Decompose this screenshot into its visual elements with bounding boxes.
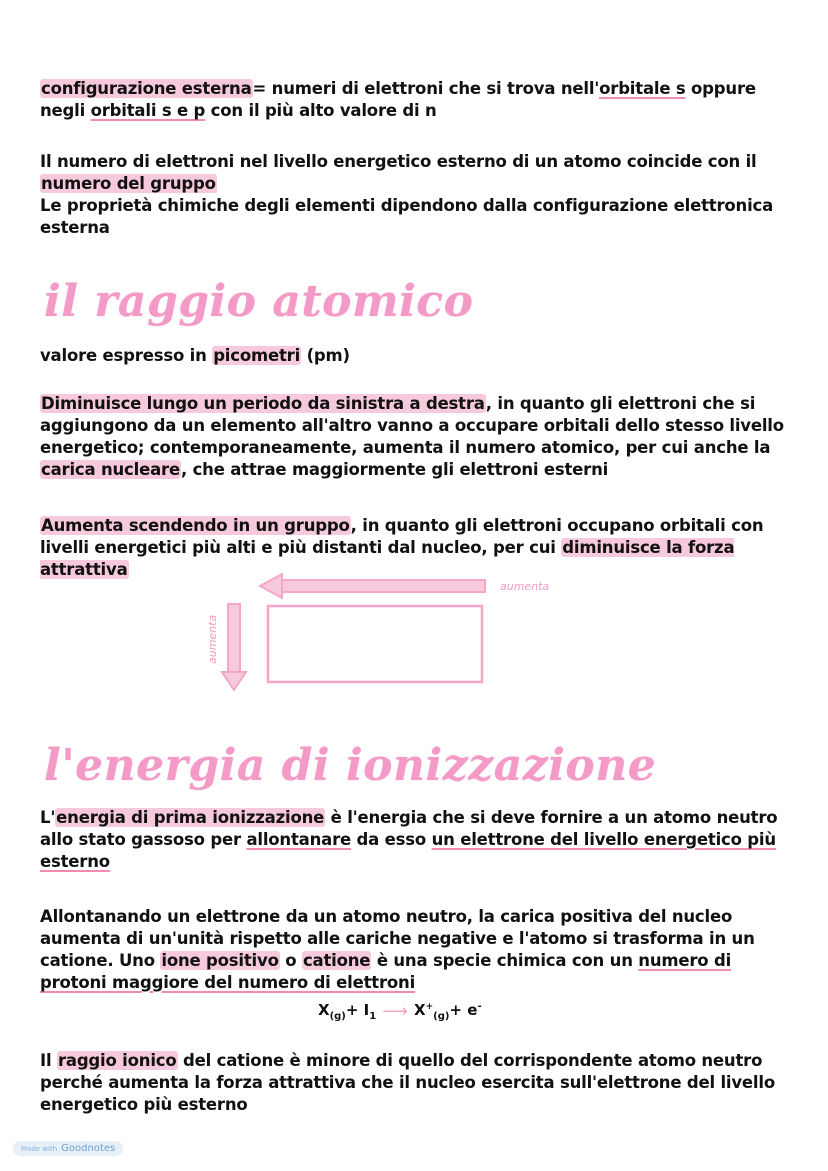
text: del catione è minore di quello del corrispondente atomo neutro perché aumenta la forza attrattiva che il nucleo esercita sull'elettrone del livello energetico più esterno: [40, 1051, 775, 1114]
state-g-2: (g): [433, 1011, 450, 1022]
text: con il più alto valore di n: [205, 101, 437, 120]
formula-left: [318, 1001, 376, 1022]
badge-made-with: Made with: [21, 1145, 58, 1153]
heading-raggio-atomico: il raggio atomico: [44, 276, 474, 327]
text: Il: [40, 1051, 57, 1070]
text: oppure negli: [40, 79, 756, 120]
symbol-x: X: [318, 1001, 330, 1019]
formula-right: [414, 1001, 482, 1022]
heading-energia-ionizzazione: l'energia di ionizzazione: [44, 740, 657, 791]
highlight-picometri: picometri: [213, 346, 301, 365]
highlight-diminuisce-forza: diminuisce la forza attrattiva: [40, 538, 735, 579]
paragraph-picometri: [40, 345, 790, 367]
highlight-carica-nucleare: carica nucleare: [41, 460, 180, 479]
plus-i: + I: [345, 1001, 370, 1019]
paragraph-numero-elettroni: [40, 151, 790, 239]
text: Le proprietà chimiche degli elementi dipendono dalla configurazione elettronica esterna: [40, 196, 774, 237]
charge-plus: +: [425, 1002, 434, 1012]
arrow-down-icon: [222, 604, 246, 690]
arrow-right-icon: ⟶: [382, 1001, 409, 1022]
charge-minus: -: [477, 1001, 482, 1012]
arrow-left-icon: [260, 574, 485, 598]
paragraph-configurazione-esterna: [40, 78, 790, 122]
state-g: (g): [329, 1011, 346, 1022]
text: , in quanto gli elettroni occupano orbitali con livelli energetici più alti e più distanti dal nucleo, per cui: [40, 516, 764, 557]
paragraph-allontanando: [40, 906, 790, 994]
text: è una specie chimica con un: [371, 951, 639, 970]
text: L': [40, 808, 56, 827]
text: è l'energia che si deve fornire a un atomo neutro allo stato gassoso per: [40, 808, 778, 849]
label-aumenta-horizontal: aumenta: [500, 580, 550, 593]
badge-brand: Goodnotes: [61, 1143, 116, 1154]
highlight-aumenta-gruppo: Aumenta scendendo in un gruppo: [41, 516, 350, 535]
text: , che attrae maggiormente gli elettroni esterni: [180, 460, 609, 479]
highlight-configurazione-esterna: configurazione esterna: [41, 79, 252, 98]
table-box: [268, 606, 482, 682]
ionization-formula: [318, 1001, 482, 1022]
subscript-1: 1: [369, 1011, 377, 1022]
paragraph-diminuisce-periodo: [40, 393, 790, 481]
underline-allontanare: allontanare: [246, 830, 352, 849]
symbol-x-cation: X: [414, 1001, 426, 1019]
text: , in quanto gli elettroni che si aggiungono da un elemento all'altro vanno a occupare orbitali dello stesso livello energetico; contemporaneamente, aumenta il numero atomico, per cui anche la: [40, 394, 784, 457]
highlight-raggio-ionico: raggio ionico: [57, 1051, 177, 1070]
highlight-energia-prima: energia di prima ionizzazione: [56, 808, 325, 827]
paragraph-raggio-ionico: [40, 1050, 790, 1116]
highlight-catione: catione: [302, 951, 371, 970]
underline-numero-protoni: numero di protoni maggiore del numero di elettroni: [40, 951, 732, 992]
highlight-numero-del-gruppo: numero del gruppo: [41, 174, 216, 193]
text: da esso: [351, 830, 432, 849]
text: o: [279, 951, 302, 970]
text: (pm): [301, 346, 350, 365]
text: Il numero di elettroni nel livello energetico esterno di un atomo coincide con il: [40, 152, 757, 171]
highlight-ione-positivo: ione positivo: [161, 951, 279, 970]
text: = numeri di elettroni che si trova nell': [252, 79, 600, 98]
goodnotes-badge: [13, 1141, 123, 1156]
highlight-diminuisce: Diminuisce lungo un periodo da sinistra a destra: [41, 394, 485, 413]
label-aumenta-vertical: aumenta: [206, 614, 219, 664]
underline-orbitale-s: orbitale s: [599, 79, 686, 98]
text: valore espresso in: [40, 346, 213, 365]
underline-elettrone-esterno: un elettrone del livello energetico più esterno: [40, 830, 776, 871]
periodic-trend-diagram: [190, 572, 570, 702]
text: Allontanando un elettrone da un atomo neutro, la carica positiva del nucleo aumenta di un'unità rispetto alle cariche negative e l'atomo si trasforma in un catione. Uno: [40, 907, 755, 970]
underline-orbitali-s-e-p: orbitali s e p: [90, 101, 206, 120]
paragraph-energia-prima-ionizzazione: [40, 807, 790, 873]
plus-e: + e: [449, 1001, 478, 1019]
